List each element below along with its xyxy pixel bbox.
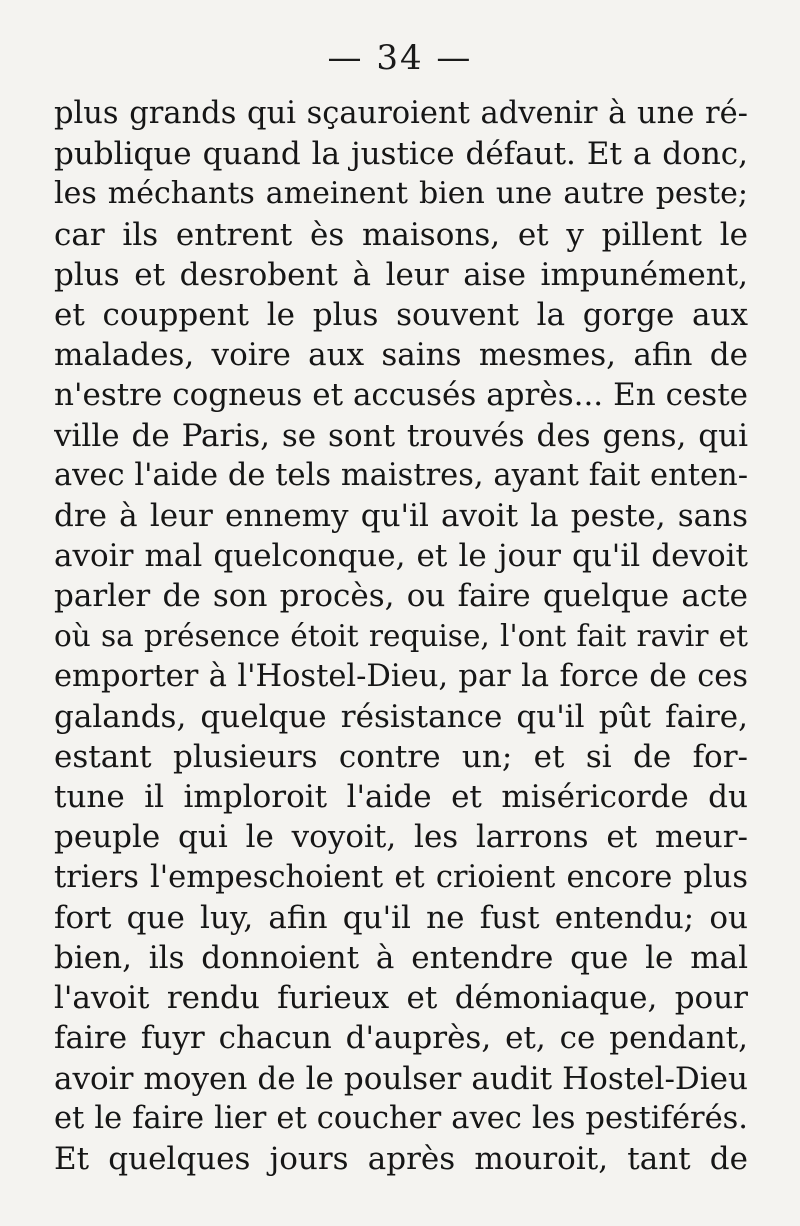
text-line: n'estre cogneus et accusés après... En ceste — [54, 377, 748, 414]
text-line: dre à leur ennemy qu'il avoit la peste, sans — [54, 497, 748, 534]
text-line: avoir mal quelconque, et le jour qu'il devoit — [54, 538, 748, 575]
text-line: emporter à l'Hostel-Dieu, par la force de ces — [54, 658, 748, 694]
text-line: et couppent le plus souvent la gorge aux — [54, 296, 748, 333]
text-line: faire fuyr chacun d'auprès, et, ce pendant, — [54, 1020, 748, 1057]
text-line: plus grands qui sçauroient advenir à une ré- — [54, 96, 748, 131]
text-line: galands, quelque résistance qu'il pût faire, — [54, 698, 748, 735]
text-line: où sa présence étoit requise, l'ont fait ravir et — [54, 619, 748, 654]
text-line: ville de Paris, se sont trouvés des gens, qui — [54, 417, 748, 454]
text-line: parler de son procès, ou faire quelque acte — [54, 578, 748, 615]
text-line: plus et desrobent à leur aise impunément, — [54, 256, 748, 293]
text-line: malades, voire aux sains mesmes, afin de — [54, 337, 748, 374]
text-line: triers l'empeschoient et crioient encore plus — [54, 859, 748, 895]
text-line: l'avoit rendu furieux et démoniaque, pour — [54, 980, 748, 1017]
text-line: bien, ils donnoient à entendre que le mal — [54, 939, 748, 976]
text-line: Et quelques jours après mouroit, tant de — [54, 1140, 748, 1177]
text-line: car ils entrent ès maisons, et y pillent le — [54, 216, 748, 253]
text-line: estant plusieurs contre un; et si de for- — [54, 739, 748, 775]
text-line: fort que luy, afin qu'il ne fust entendu; ou — [54, 899, 748, 936]
text-line: peuple qui le voyoit, les larrons et meur- — [54, 819, 748, 856]
text-line: les méchants ameinent bien une autre peste; — [54, 176, 748, 212]
text-line: publique quand la justice défaut. Et a donc, — [54, 136, 748, 173]
text-line: tune il imploroit l'aide et miséricorde du — [54, 779, 748, 816]
body-text — [54, 94, 748, 1179]
text-line: avec l'aide de tels maistres, ayant fait enten- — [54, 457, 748, 493]
page-number: — 34 — — [327, 38, 473, 78]
text-line: avoir moyen de le poulser audit Hostel-Dieu — [54, 1060, 748, 1097]
text-line: et le faire lier et coucher avec les pestiférés. — [54, 1100, 748, 1136]
